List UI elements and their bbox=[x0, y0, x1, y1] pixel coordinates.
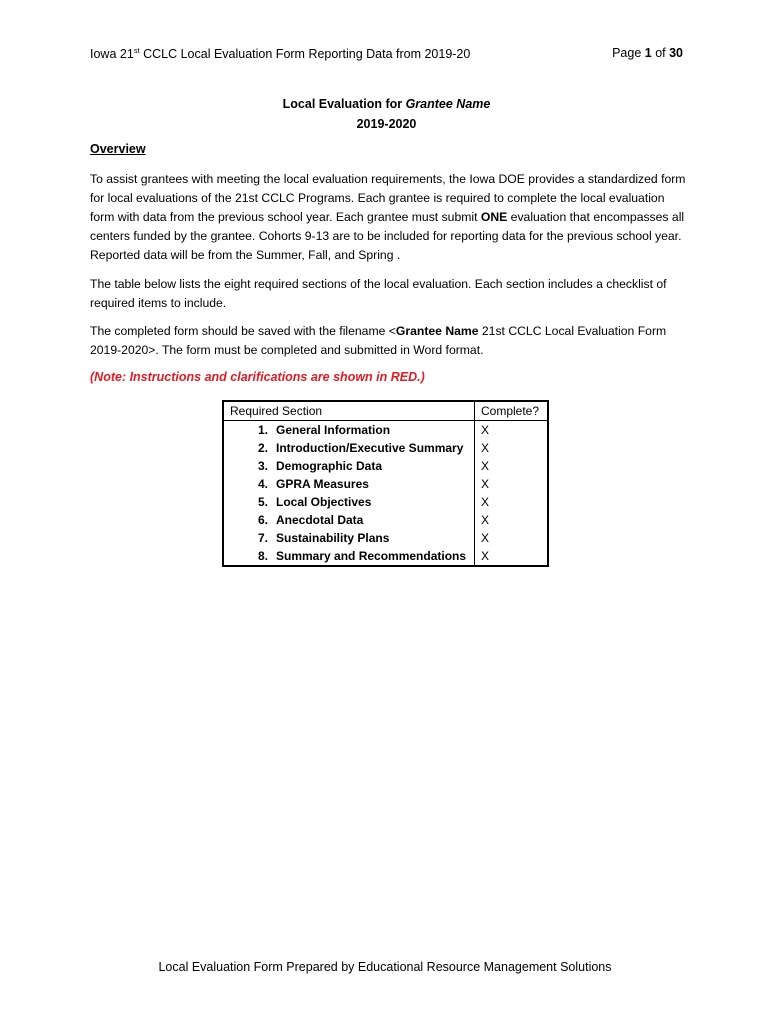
section-cell bbox=[223, 493, 475, 511]
section-number: 5. bbox=[257, 495, 268, 509]
overview-heading: Overview bbox=[90, 142, 146, 156]
page-current: 1 bbox=[644, 46, 652, 60]
section-name: Demographic Data bbox=[276, 459, 383, 473]
complete-cell: X bbox=[481, 477, 490, 491]
section-cell bbox=[223, 529, 475, 547]
paragraph-filename bbox=[90, 322, 690, 360]
section-name: GPRA Measures bbox=[276, 477, 369, 491]
section-cell bbox=[223, 457, 475, 475]
page-word: Page bbox=[612, 46, 645, 60]
red-note: (Note: Instructions and clarifications are shown in RED.) bbox=[90, 370, 425, 384]
table-row bbox=[223, 547, 548, 566]
paragraph-intro bbox=[90, 170, 690, 265]
table-row bbox=[223, 457, 548, 475]
page-of: of bbox=[651, 46, 670, 60]
p3-bold: Grantee Name bbox=[395, 324, 479, 338]
table-row bbox=[223, 529, 548, 547]
section-number: 2. bbox=[257, 441, 268, 455]
table-row bbox=[223, 511, 548, 529]
complete-cell: X bbox=[481, 495, 490, 509]
complete-cell: X bbox=[481, 459, 490, 473]
header-title-sup: st bbox=[133, 46, 140, 55]
section-number: 6. bbox=[257, 513, 268, 527]
table-body bbox=[223, 421, 548, 567]
required-sections-table bbox=[222, 400, 549, 567]
header-title-suffix: CCLC Local Evaluation Form Reporting Data from 2019-20 bbox=[139, 47, 471, 62]
section-name: Summary and Recommendations bbox=[276, 549, 467, 563]
paragraph-table-desc: The table below lists the eight required sections of the local evaluation. Each section includes a checklist of required items to include. bbox=[90, 277, 667, 310]
page-number bbox=[612, 46, 683, 60]
p3-text-a: The completed form should be saved with the filename < bbox=[90, 324, 396, 338]
table-header-row bbox=[223, 401, 548, 421]
header-title bbox=[90, 46, 470, 61]
section-cell bbox=[223, 421, 475, 440]
header-complete: Complete? bbox=[475, 401, 549, 421]
document-title bbox=[90, 94, 683, 134]
table-row bbox=[223, 493, 548, 511]
complete-cell: X bbox=[481, 531, 490, 545]
title-line bbox=[90, 94, 683, 114]
section-number: 3. bbox=[257, 459, 268, 473]
section-cell bbox=[223, 475, 475, 493]
section-cell bbox=[223, 511, 475, 529]
section-cell bbox=[223, 547, 475, 566]
complete-cell: X bbox=[481, 549, 490, 563]
page-total: 30 bbox=[669, 46, 683, 60]
section-number: 8. bbox=[257, 549, 268, 563]
section-number: 4. bbox=[257, 477, 268, 491]
p3-text-b: 21st CCLC Local Evaluation Form 2019-2020>. The form must be completed and submitted in Word format. bbox=[90, 324, 667, 357]
grantee-name: Grantee Name bbox=[405, 97, 491, 111]
complete-cell: X bbox=[481, 441, 490, 455]
table-row bbox=[223, 421, 548, 440]
p1-text-a: To assist grantees with meeting the local evaluation requirements, the Iowa DOE provides a standardized form for local evaluations of the 21st CCLC Programs. Each grantee is required to complete the local evaluation form with data from the previous school year. Each grantee must submit bbox=[90, 172, 686, 224]
page-footer: Local Evaluation Form Prepared by Educational Resource Management Solutions bbox=[158, 960, 612, 974]
section-name: Local Objectives bbox=[276, 495, 372, 509]
header-required-section: Required Section bbox=[223, 401, 475, 421]
section-name: General Information bbox=[276, 423, 391, 437]
section-cell bbox=[223, 439, 475, 457]
complete-cell: X bbox=[481, 423, 490, 437]
title-prefix: Local Evaluation for bbox=[282, 97, 406, 111]
section-number: 1. bbox=[257, 423, 268, 437]
table-row bbox=[223, 475, 548, 493]
p1-bold: ONE bbox=[480, 210, 508, 224]
section-name: Anecdotal Data bbox=[276, 513, 364, 527]
table-row bbox=[223, 439, 548, 457]
section-name: Sustainability Plans bbox=[276, 531, 390, 545]
p1-text-b: evaluation that encompasses all centers funded by the grantee. Cohorts 9-13 are to be included for reporting data for the previous school year. Reported data will be from the Summer, Fall, and Spring . bbox=[90, 210, 685, 262]
section-name: Introduction/Executive Summary bbox=[276, 441, 464, 455]
title-year: 2019-2020 bbox=[356, 117, 417, 131]
section-number: 7. bbox=[257, 531, 268, 545]
header-title-prefix: Iowa 21 bbox=[90, 47, 134, 62]
complete-cell: X bbox=[481, 513, 490, 527]
